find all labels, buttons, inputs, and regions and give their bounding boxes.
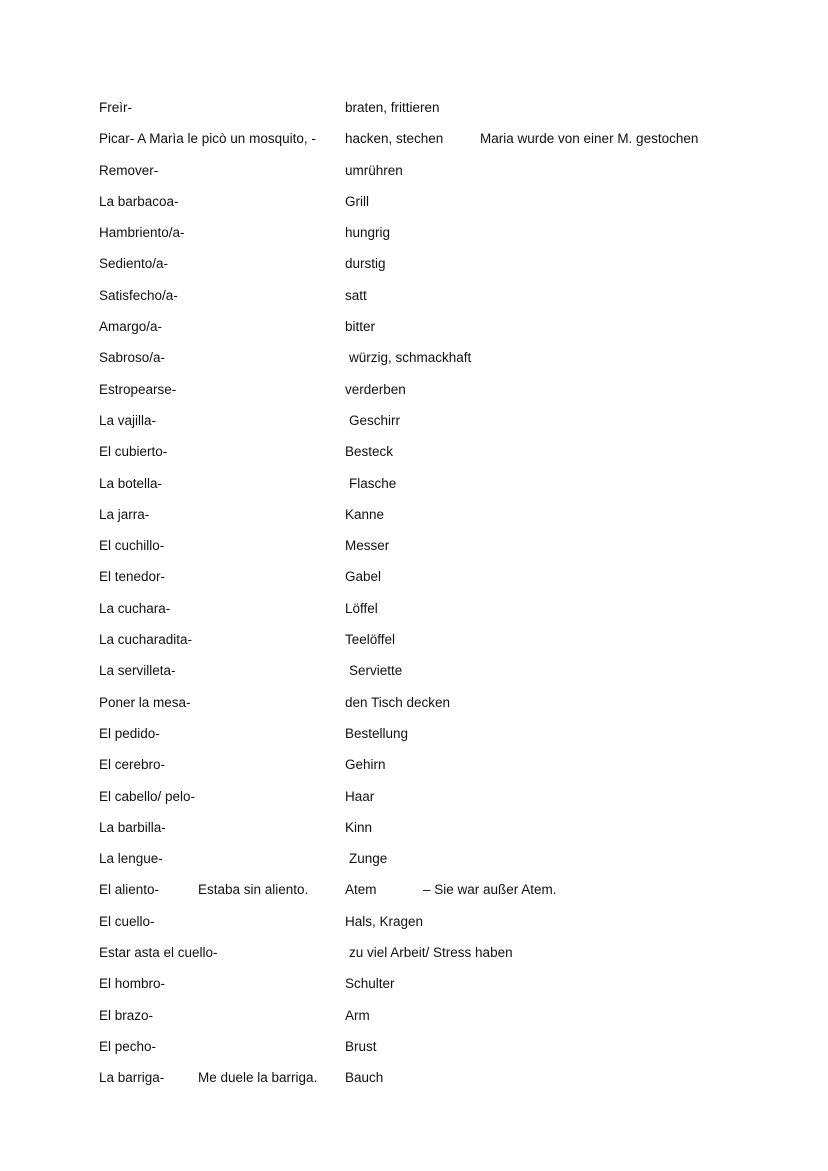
spanish-term: El cabello/ pelo-	[99, 788, 196, 804]
german-translation: durstig	[345, 256, 386, 272]
spanish-term: Poner la mesa-	[99, 694, 191, 710]
vocab-row	[99, 975, 739, 1006]
vocab-row	[99, 162, 739, 193]
vocab-row	[99, 756, 739, 787]
german-translation: zu viel Arbeit/ Stress haben	[349, 945, 513, 961]
vocab-row	[99, 631, 739, 662]
vocab-row	[99, 537, 739, 568]
german-translation: satt	[345, 287, 367, 303]
german-example: Maria wurde von einer M. gestochen	[480, 131, 699, 147]
spanish-term: El brazo-	[99, 1007, 154, 1023]
spanish-term: El cerebro-	[99, 757, 166, 773]
spanish-term: La barbilla-	[99, 819, 166, 835]
vocab-row	[99, 600, 739, 631]
spanish-term: El hombro-	[99, 976, 166, 992]
german-translation: Schulter	[345, 976, 395, 992]
vocab-row	[99, 506, 739, 537]
spanish-term: El aliento-	[99, 882, 160, 898]
vocab-row	[99, 913, 739, 944]
spanish-term: Sediento/a-	[99, 256, 169, 272]
vocab-row	[99, 694, 739, 725]
german-translation: Messer	[345, 538, 390, 554]
vocab-row	[99, 224, 739, 255]
vocab-row	[99, 944, 739, 975]
german-translation: Bauch	[345, 1070, 384, 1086]
vocab-row	[99, 850, 739, 881]
german-translation: hungrig	[345, 225, 391, 241]
vocab-row	[99, 99, 739, 130]
spanish-term: La vajilla-	[99, 412, 157, 428]
spanish-term: El cuello-	[99, 913, 155, 929]
spanish-term: La servilleta-	[99, 663, 176, 679]
german-translation: Teelöffel	[345, 632, 396, 648]
spanish-term: Hambriento/a-	[99, 225, 185, 241]
vocab-row	[99, 788, 739, 819]
vocab-row	[99, 193, 739, 224]
german-translation: Brust	[345, 1038, 377, 1054]
vocab-row	[99, 725, 739, 756]
german-translation: Gabel	[345, 569, 382, 585]
vocab-row	[99, 443, 739, 474]
spanish-term: Remover-	[99, 162, 159, 178]
vocab-row	[99, 881, 739, 912]
german-translation: Atem	[345, 882, 377, 898]
vocab-row	[99, 255, 739, 286]
vocab-row	[99, 349, 739, 380]
german-translation: Serviette	[349, 663, 403, 679]
spanish-term: La botella-	[99, 475, 163, 491]
vocab-row	[99, 475, 739, 506]
german-example: – Sie war außer Atem.	[423, 882, 557, 898]
german-translation: bitter	[345, 319, 376, 335]
vocabulary-list	[99, 99, 739, 1101]
vocab-row	[99, 381, 739, 412]
german-translation: Haar	[345, 788, 375, 804]
vocab-row	[99, 412, 739, 443]
spanish-term: Estropearse-	[99, 381, 177, 397]
german-translation: Flasche	[349, 475, 397, 491]
vocab-row	[99, 1007, 739, 1038]
spanish-term: Sabroso/a-	[99, 350, 166, 366]
spanish-term: Picar- A Marìa le picò un mosquito, -	[99, 131, 316, 147]
spanish-term: La jarra-	[99, 506, 150, 522]
german-translation: würzig, schmackhaft	[349, 350, 472, 366]
spanish-term: La lengue-	[99, 851, 163, 867]
german-translation: Kinn	[345, 819, 373, 835]
german-translation: braten, frittieren	[345, 100, 440, 115]
spanish-example: Me duele la barriga.	[198, 1070, 318, 1086]
german-translation: Kanne	[345, 506, 385, 522]
vocab-row	[99, 662, 739, 693]
spanish-term: La barbacoa-	[99, 193, 179, 209]
german-translation: verderben	[345, 381, 406, 397]
german-translation: Grill	[345, 193, 369, 209]
spanish-term: El cubierto-	[99, 444, 168, 460]
spanish-example: Estaba sin aliento.	[198, 882, 309, 898]
vocab-row	[99, 318, 739, 349]
spanish-term: El cuchillo-	[99, 538, 165, 554]
spanish-term: El tenedor-	[99, 569, 166, 585]
vocab-row	[99, 130, 739, 161]
spanish-term: La barriga-	[99, 1070, 165, 1086]
german-translation: Löffel	[345, 600, 378, 616]
spanish-term: La cucharadita-	[99, 632, 193, 648]
vocab-row	[99, 819, 739, 850]
spanish-term: Estar asta el cuello-	[99, 945, 218, 961]
spanish-term: Freìr-	[99, 100, 132, 115]
vocab-row	[99, 568, 739, 599]
german-translation: umrühren	[345, 162, 403, 178]
german-translation: Bestellung	[345, 725, 409, 741]
german-translation: Zunge	[349, 851, 388, 867]
spanish-term: Amargo/a-	[99, 319, 163, 335]
spanish-term: El pecho-	[99, 1038, 157, 1054]
vocab-row	[99, 1069, 739, 1100]
vocab-row	[99, 287, 739, 318]
vocab-row	[99, 1038, 739, 1069]
spanish-term: El pedido-	[99, 725, 160, 741]
german-translation: Besteck	[345, 444, 394, 460]
spanish-term: Satisfecho/a-	[99, 287, 178, 303]
german-translation: den Tisch decken	[345, 694, 451, 710]
german-translation: Arm	[345, 1007, 370, 1023]
german-translation: Gehirn	[345, 757, 386, 773]
german-translation: Geschirr	[349, 412, 401, 428]
german-translation: Hals, Kragen	[345, 913, 424, 929]
spanish-term: La cuchara-	[99, 600, 171, 616]
german-translation: hacken, stechen	[345, 131, 444, 147]
